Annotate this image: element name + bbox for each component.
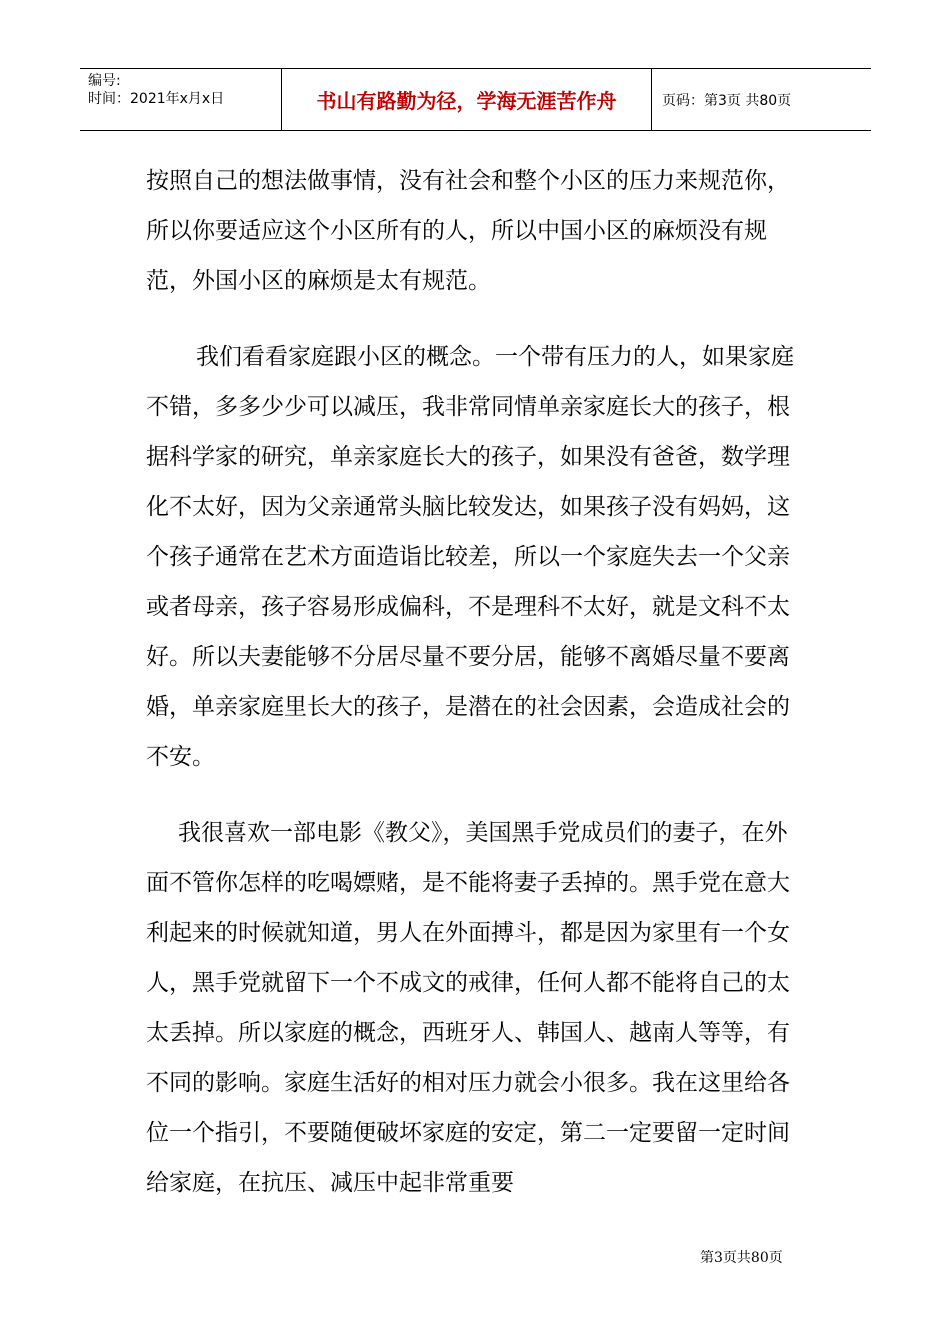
paragraph-3: 我很喜欢一部电影《教父》，美国黑手党成员们的妻子，在外面不管你怎样的吃喝嫖赌，是不能将妻子丢掉的。黑手党在意大利起来的时候就知道，男人在外面搏斗，都是因为家里有一个女人，黑手党就留下一个不成文的戒律，任何人都不能将自己的太太丢掉。所以家庭的概念，西班牙人、韩国人、越南人等等，有不同的影响。家庭生活好的相对压力就会小很多。我在这里给各位一个指引，不要随便破坏家庭的安定，第二一定要留一定时间给家庭，在抗压、减压中起非常重要 (146, 820, 790, 1196)
header-meta (80, 69, 282, 130)
paragraph-1: 按照自己的想法做事情，没有社会和整个小区的压力来规范你，所以你要适应这个小区所有的人，所以中国小区的麻烦没有规范，外国小区的麻烦是太有规范。 (146, 168, 790, 294)
page-header (80, 68, 871, 131)
document-body (146, 156, 806, 1234)
header-motto: 书山有路勤为径，学海无涯苦作舟 (282, 69, 652, 130)
document-number: 编号: (88, 73, 121, 89)
document-time: 时间：2021年x月x日 (88, 91, 225, 107)
page-footer: 第3页共80页 (700, 1250, 783, 1266)
paragraph-2: 我们看看家庭跟小区的概念。一个带有压力的人，如果家庭不错，多多少少可以减压，我非常同情单亲家庭长大的孩子，根据科学家的研究，单亲家庭长大的孩子，如果没有爸爸，数学理化不太好，因为父亲通常头脑比较发达，如果孩子没有妈妈，这个孩子通常在艺术方面造诣比较差，所以一个家庭失去一个父亲或者母亲，孩子容易形成偏科，不是理科不太好，就是文科不太好。所以夫妻能够不分居尽量不要分居，能够不离婚尽量不要离婚，单亲家庭里长大的孩子，是潜在的社会因素，会造成社会的不安。 (146, 344, 794, 770)
header-page-number: 页码：第3页 共80页 (662, 92, 792, 109)
